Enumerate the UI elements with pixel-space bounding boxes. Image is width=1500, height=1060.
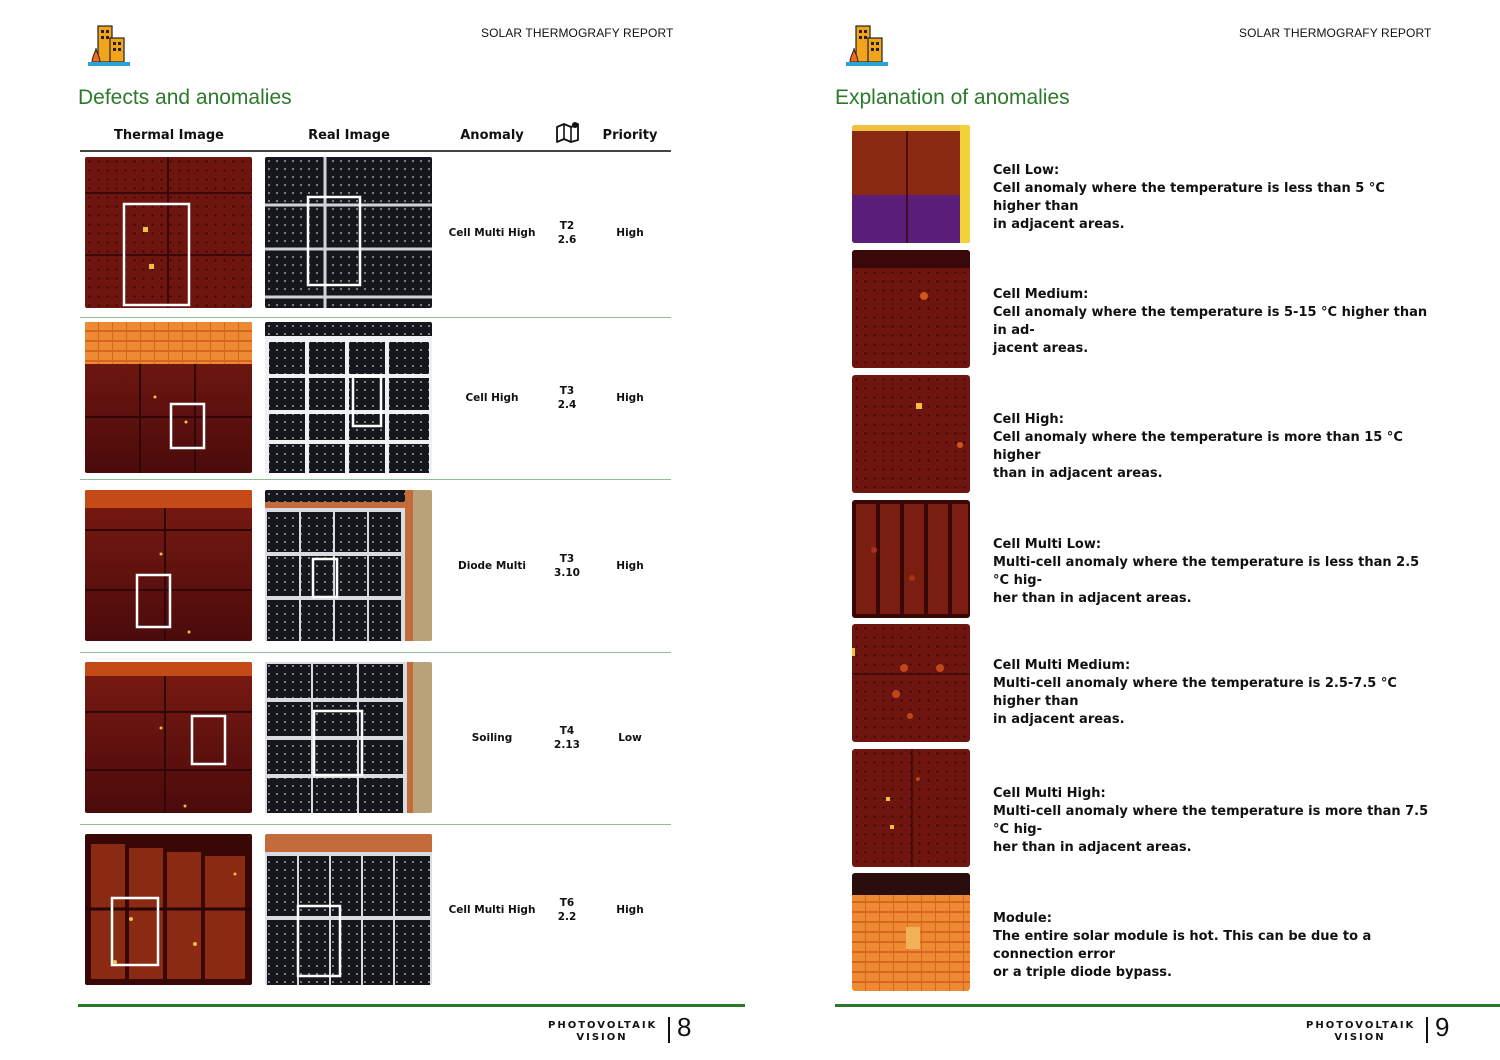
thermal-image [85,490,252,641]
anomaly-thumbnail [852,500,970,618]
location-id: T3 [559,553,575,565]
anomaly-description: than in adjacent areas. [993,466,1163,481]
location-id: T6 [559,897,575,909]
priority-value: Low [618,732,642,744]
real-image [265,490,432,641]
col-priority: Priority [602,128,658,143]
anomaly-name: Cell Multi High: [993,786,1106,801]
thermal-image [85,157,252,308]
anomaly-name: Cell Multi Low: [993,537,1102,552]
footer-rule [78,1004,745,1007]
anomaly-thumbnail [852,250,970,368]
company-logo-icon [86,20,134,70]
real-image [265,662,432,813]
priority-value: High [616,560,644,572]
page-right [758,0,1500,1060]
thermal-image [85,834,252,985]
footer-rule [835,1004,1500,1007]
location-sub: 2.2 [557,911,577,923]
table-row [80,653,671,825]
anomaly-thumbnail [852,749,970,867]
anomaly-name: Module: [993,911,1052,926]
real-image [265,322,432,473]
footer-brand: PHOTOVOLTAIK VISION [1306,1020,1416,1043]
anomaly-thumbnail [852,125,970,243]
report-header: SOLAR THERMOGRAFY REPORT [1239,26,1432,40]
location-id: T3 [559,385,575,397]
anomaly-description: in adjacent areas. [993,712,1125,727]
anomaly-type: Diode Multi [458,560,526,572]
anomaly-explanation [993,286,1433,358]
anomaly-explanation [993,411,1433,483]
col-anomaly: Anomaly [460,128,524,143]
real-image [265,157,432,308]
table-row [80,480,671,653]
anomaly-description: her than in adjacent areas. [993,591,1192,606]
page-number: 9 [1435,1012,1450,1042]
anomaly-description: Multi-cell anomaly where the temperature is more than 7.5 °C hig- [993,804,1429,837]
anomaly-type: Cell Multi High [448,227,536,239]
location-sub: 3.10 [554,567,580,579]
map-icon [555,121,583,143]
anomaly-name: Cell High: [993,412,1064,427]
real-image [265,834,432,985]
anomaly-type: Cell High [465,392,519,404]
page-number: 8 [677,1012,692,1042]
location-id: T2 [559,220,575,232]
company-logo-icon [844,20,892,70]
location-sub: 2.4 [557,399,577,411]
anomaly-explanation [993,536,1433,608]
page-number-divider [668,1017,670,1043]
anomaly-description: jacent areas. [993,341,1089,356]
priority-value: High [616,392,644,404]
anomaly-explanation [993,785,1433,857]
anomaly-description: or a triple diode bypass. [993,965,1172,980]
anomaly-name: Cell Multi Medium: [993,658,1131,673]
anomaly-type: Soiling [471,732,513,744]
table-row [80,152,671,318]
anomaly-name: Cell Low: [993,163,1060,178]
anomaly-name: Cell Medium: [993,287,1089,302]
anomaly-explanation [993,657,1433,729]
col-thermal-image: Thermal Image [114,128,224,143]
anomaly-type: Cell Multi High [448,904,536,916]
col-real-image: Real Image [308,128,390,143]
priority-value: High [616,904,644,916]
thermal-image [85,662,252,813]
table-row [80,825,671,995]
anomaly-description: her than in adjacent areas. [993,840,1192,855]
anomaly-explanation [993,162,1433,234]
page-title: Defects and anomalies [78,86,292,109]
anomaly-thumbnail [852,873,970,991]
anomaly-description: Cell anomaly where the temperature is less than 5 °C higher than [993,181,1385,214]
anomaly-description: Multi-cell anomaly where the temperature is less than 2.5 °C hig- [993,555,1420,588]
footer-brand: PHOTOVOLTAIK VISION [548,1020,658,1043]
page-title: Explanation of anomalies [835,86,1070,109]
anomaly-thumbnail [852,375,970,493]
anomaly-description: Multi-cell anomaly where the temperature is 2.5-7.5 °C higher than [993,676,1397,709]
thermal-image [85,322,252,473]
anomaly-thumbnail [852,624,970,742]
priority-value: High [616,227,644,239]
anomaly-explanation [993,910,1433,982]
report-header: SOLAR THERMOGRAFY REPORT [481,26,674,40]
location-sub: 2.6 [557,234,577,246]
page-number-divider [1426,1017,1428,1043]
location-id: T4 [559,725,575,737]
anomaly-description: Cell anomaly where the temperature is more than 15 °C higher [993,430,1403,463]
anomaly-description: Cell anomaly where the temperature is 5-15 °C higher than in ad- [993,305,1428,338]
anomaly-description: in adjacent areas. [993,217,1125,232]
location-sub: 2.13 [554,739,580,751]
anomaly-description: The entire solar module is hot. This can be due to a connection error [993,929,1372,962]
table-row [80,318,671,480]
